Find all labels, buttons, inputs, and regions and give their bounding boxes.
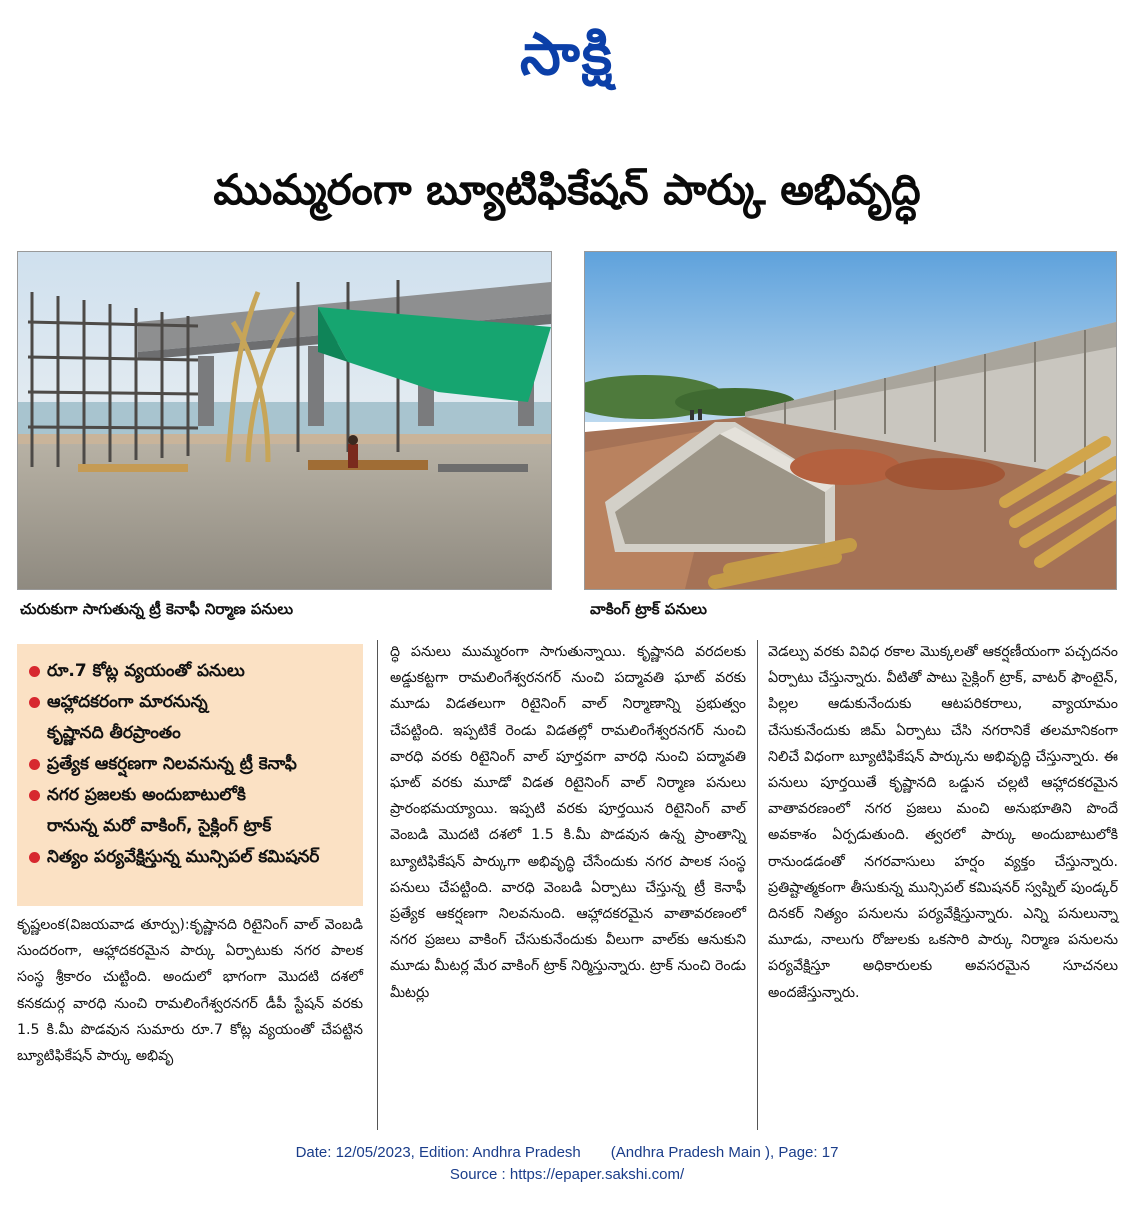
footer-source[interactable]: Source : https://epaper.sakshi.com/ xyxy=(449,1166,685,1183)
bullet-dot-icon xyxy=(29,852,40,863)
photo-walking-track-works xyxy=(584,251,1117,590)
column-divider xyxy=(377,640,378,1130)
photo-caption-2: వాకింగ్ ట్రాక్ పనులు xyxy=(590,600,707,618)
article-text: వెడల్పు వరకు వివిధ రకాల మొక్కలతో ఆకర్షణీయంగా పచ్చదనం ఏర్పాటు చేస్తున్నారు. వీటితో పాటు సైక్లింగ్ ట్రాక్, వాటర్ ఫౌంటైన్, పిల్లల ఆడుకునేందుకు ఆటపరికరాలు, వ్యాయామం చేసుకునేందుకు జిమ్ ఏర్పాటు చేసి నగరానికే తలమానికంగా నిలిచే విధంగా బ్యూటిఫికేషన్ పార్కును అభివృద్ధి చేస్తున్నారు. ఈ పనులు పూర్తయితే కృష్ణానది ఒడ్డున చల్లటి ఆహ్లాదకరమైన వాతావరణంలో నగర ప్రజలు మంచి అనుభూతిని పొందే అవకాశం ఏర్పడుతుంది. త్వరలో పార్కు అందుబాటులోకి రానుండడంతో నగరవాసులు హర్షం వ్యక్తం చేస్తున్నారు. ప్రతిష్టాత్మకంగా తీసుకున్న మున్సిపల్ కమిషనర్ స్వప్నిల్ పుండ్కర్ దినకర్ నిత్యం పనులను పర్యవేక్షిస్తున్నారు. ఎన్ని పనులున్నా మూడు, నాలుగు రోజులకు ఒకసారి పార్కు నిర్మాణ పనులను పర్యవేక్షిస్తూ అధికారులకు అవసరమైన సూచనలు అందజేస్తున్నారు. xyxy=(768,644,1118,1001)
bullet-dot-icon xyxy=(29,666,40,677)
bullet-dot-icon xyxy=(29,790,40,801)
footer-date-line xyxy=(0,1144,1134,1161)
article-column-3 xyxy=(768,639,1118,1006)
highlight-item: నిత్యం పర్యవేక్షిస్తున్న మున్సిపల్ కమిషనర్ xyxy=(27,842,355,873)
photo-tree-canopy-construction xyxy=(17,251,552,590)
bullet-dot-icon xyxy=(29,697,40,708)
highlight-item: ప్రత్యేక ఆకర్షణగా నిలవనున్న ట్రీ కెనాఫీ xyxy=(27,749,355,780)
column-divider xyxy=(757,640,758,1130)
photo-caption-1: చురుకుగా సాగుతున్న ట్రీ కెనాఫీ నిర్మాణ పనులు xyxy=(20,600,294,618)
highlight-item: రూ.7 కోట్ల వ్యయంతో పనులు xyxy=(27,656,355,687)
bullet-dot-icon xyxy=(29,759,40,770)
highlights-box xyxy=(17,644,363,906)
footer-edition: (Andhra Pradesh Main ), Page: 17 xyxy=(610,1144,839,1161)
article-column-2 xyxy=(390,639,746,1006)
article-text: ద్ధి పనులు ముమ్మరంగా సాగుతున్నాయి. కృష్ణానది వరదలకు అడ్డుకట్టగా రామలింగేశ్వరనగర్ నుంచి పద్మావతి ఘాట్ వరకు మూడు విడతలుగా రిటైనింగ్ వాల్ నిర్మాణాన్ని ప్రభుత్వం చేపట్టింది. ఇప్పటికే రెండు విడతల్లో రామలింగేశ్వరనగర్ నుంచి వారధి వరకు రిటైనింగ్ వాల్ పూర్తవగా వారధి నుంచి పద్మావతి ఘాట్ వరకు మూడో విడత రిటైనింగ్ వాల్ నిర్మాణ పనులు ప్రారంభమయ్యాయి. ఇప్పటి వరకు పూర్తయిన రిటైనింగ్ వాల్ వెంబడి మొదటి దశలో 1.5 కి.మీ పొడవున ఉన్న ప్రాంతాన్ని బ్యూటిఫికేషన్ పార్కుగా అభివృద్ధి చేసేందుకు నగర పాలక సంస్థ పనులు చేపట్టింది. వారధి వెంబడి ఏర్పాటు చేస్తున్న ట్రీ కెనాఫీ ప్రత్యేక ఆకర్షణగా నిలవనుంది. ఆహ్లాదకరమైన వాతావరణంలో నగర ప్రజలు వాకింగ్ చేసుకునేందుకు వీలుగా వాల్‌కు ఆనుకుని మూడు మీటర్ల మేర వాకింగ్ ట్రాక్ నిర్మిస్తున్నారు. ట్రాక్ నుంచి రెండు మీటర్లు xyxy=(390,644,746,1001)
article-text: కృష్ణలంక(విజయవాడ తూర్పు):కృష్ణానది రిటైనింగ్ వాల్ వెంబడి సుందరంగా, ఆహ్లాదకరమైన పార్కు ఏర్పాటుకు నగర పాలక సంస్థ శ్రీకారం చుట్టింది. అందులో భాగంగా మొదటి దశలో కనకదుర్గ వారధి నుంచి రామలింగేశ్వరనగర్ డీపీ స్టేషన్ వరకు 1.5 కి.మీ పొడవున సుమారు రూ.7 కోట్ల వ్యయంతో చేపట్టిన బ్యూటిఫికేషన్ పార్కు అభివృ xyxy=(17,917,363,1065)
article-column-1 xyxy=(17,912,363,1069)
masthead-logo: సాక్షి xyxy=(519,20,615,88)
footer-date: Date: 12/05/2023, Edition: Andhra Pradesh xyxy=(295,1144,581,1161)
highlight-item: ఆహ్లాదకరంగా మారనున్న కృష్ణానది తీరప్రాంతం xyxy=(27,687,355,749)
highlight-item: నగర ప్రజలకు అందుబాటులోకి రానున్న మరో వాకింగ్, సైక్లింగ్ ట్రాక్ xyxy=(27,780,355,842)
headline: ముమ్మరంగా బ్యూటిఫికేషన్ పార్కు అభివృద్ధి xyxy=(213,165,921,214)
